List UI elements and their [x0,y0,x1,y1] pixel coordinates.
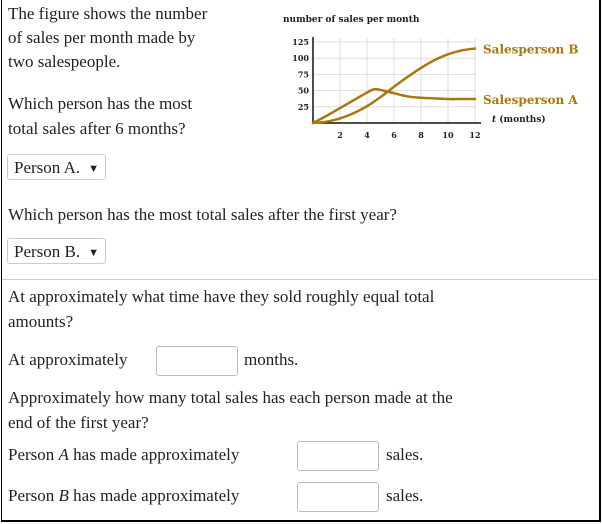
series-label-salesperson-a: Salesperson A [483,93,578,108]
intro-line: The figure shows the number [8,4,208,23]
sales-chart [0,0,602,150]
dropdown-arrow-icon: ▼ [88,163,100,175]
q1-select[interactable] [7,154,106,180]
series-label-salesperson-b: Salesperson B [483,42,579,57]
x-tick-label: 4 [364,130,370,140]
label-text: has made approximately [68,486,240,505]
q2-select[interactable] [7,238,106,264]
label-text: Person [8,445,59,464]
y-tick-label: 125 [292,37,309,47]
label-text: has made approximately [68,445,240,464]
intro-line: of sales per month made by [8,28,196,47]
person-a-label [8,443,239,467]
label-var: A [58,445,69,464]
x-axis-label [492,114,546,125]
q1-text: total sales after 6 months? [8,119,186,138]
equal-time-input[interactable] [156,346,238,376]
x-tick-label: 2 [337,130,343,140]
y-tick-label: 75 [297,69,309,80]
intro-line: two salespeople. [8,52,121,71]
bottom-border [1,520,601,522]
q2-selected-value: Person B. [14,242,81,261]
x-tick-label: 6 [391,130,397,140]
q3-prefix: At approximately [8,350,128,369]
x-tick-label: 8 [418,130,424,140]
person-b-label [8,484,239,508]
q2-text: Which person has the most total sales after the first year? [8,205,397,224]
q3-text: amounts? [8,312,74,331]
chart-title: number of sales per month [283,15,420,25]
q4-text: end of the first year? [8,413,149,432]
y-tick-label: 25 [297,101,309,112]
label-var: B [58,486,69,505]
q1-selected-value: Person A. [14,158,81,177]
person-a-sales-input[interactable] [297,441,379,471]
dropdown-arrow-icon: ▼ [88,247,100,259]
person-a-suffix: sales. [386,445,424,464]
person-b-suffix: sales. [386,486,424,505]
person-b-sales-input[interactable] [297,482,379,512]
x-tick-label: 10 [442,130,454,140]
q4-text: Approximately how many total sales has each person made at the [8,388,453,407]
y-tick-label: 100 [292,53,309,64]
x-axis-var: t [492,115,500,125]
y-tick-label: 50 [297,85,309,96]
q3-suffix: months. [244,350,299,369]
label-text: Person [8,486,59,505]
divider [2,279,599,280]
q3-text: At approximately what time have they sold roughly equal total [8,287,435,306]
q1-text: Which person has the most [8,94,193,113]
x-tick-label: 12 [469,130,481,140]
x-axis-unit: (months) [499,115,546,125]
